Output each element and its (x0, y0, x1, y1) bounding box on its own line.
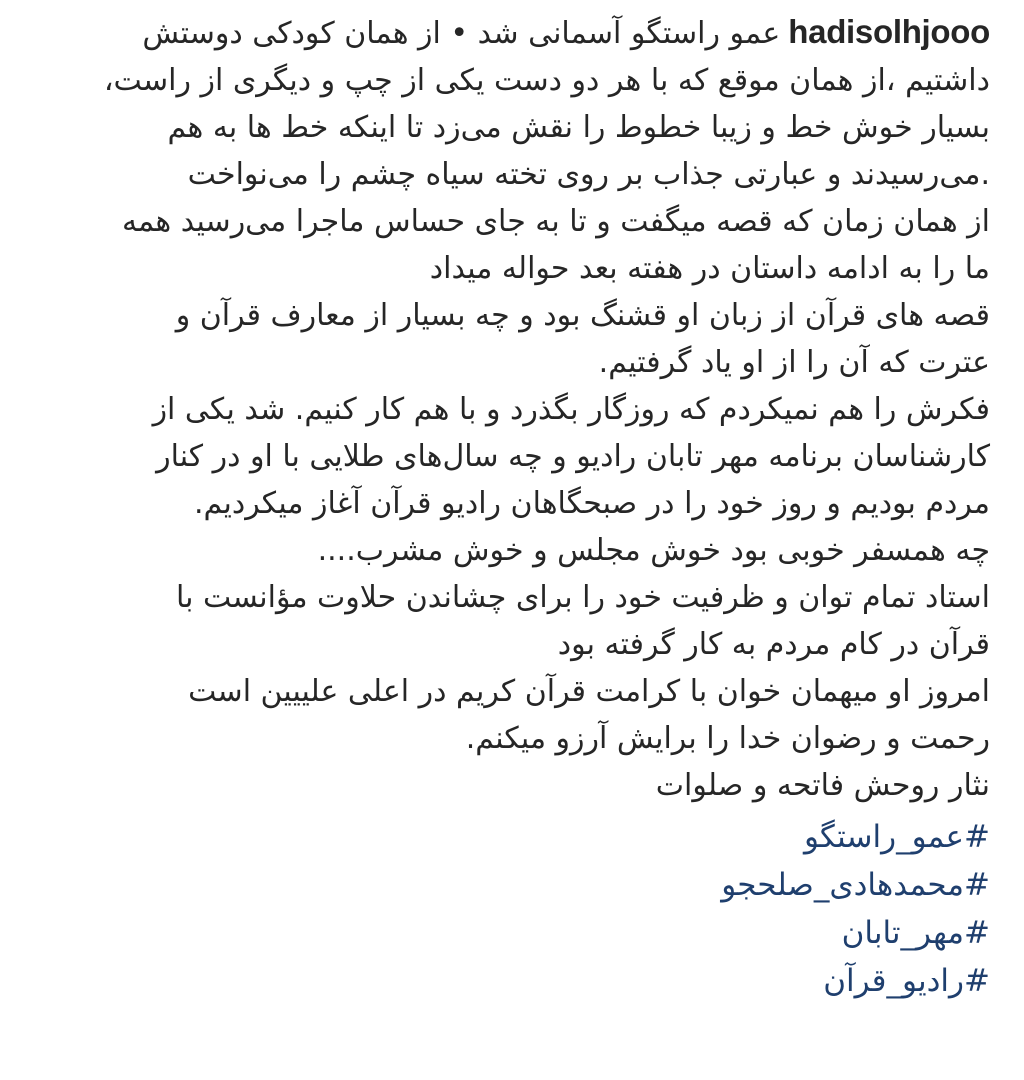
hashtag-link[interactable]: #عمو_راستگو (804, 819, 990, 855)
caption-line: کارشناسان برنامه مهر تابان رادیو و چه سال‌های طلایی با او در کنار (156, 439, 990, 474)
caption-line: عترت که آن را از او یاد گرفتیم. (598, 345, 990, 380)
hashtag-link[interactable]: #محمدهادی_صلحجو (721, 867, 990, 903)
caption-line: .می‌رسیدند و عبارتی جذاب بر روی تخته سیاه چشم را می‌نواخت (187, 157, 990, 192)
caption-line: مردم بودیم و روز خود را در صبحگاهان رادیو قرآن آغاز میکردیم. (194, 486, 990, 521)
caption-line: داشتیم ،از همان موقع که با هر دو دست یکی از چپ و دیگری از راست، (103, 63, 990, 98)
hashtag-link[interactable]: #مهر_تابان (841, 915, 990, 951)
caption-line: چه همسفر خوبی بود خوش مجلس و خوش مشرب.... (317, 533, 990, 568)
post-caption (30, 8, 990, 1005)
caption-line: قرآن در کام مردم به کار گرفته بود (557, 627, 990, 662)
hashtag-link[interactable]: #رادیو_قرآن (823, 963, 990, 999)
caption-line-1 (30, 8, 990, 57)
caption-line: قصه های قرآن از زبان او قشنگ بود و چه بسیار از معارف قرآن و (175, 298, 990, 333)
caption-line: رحمت و رضوان خدا را برایش آرزو میکنم. (465, 721, 990, 756)
caption-line: امروز او میهمان خوان با کرامت قرآن کریم در اعلی علییین است (188, 674, 990, 709)
caption-line: استاد تمام توان و ظرفیت خود را برای چشاندن حلاوت مؤانست با (176, 580, 990, 615)
hashtag-list (30, 813, 990, 1005)
caption-line: نثار روحش فاتحه و صلوات (655, 768, 990, 803)
caption-text: عمو راستگو آسمانی شد • از همان کودکی دوستش (142, 16, 781, 51)
caption-line: بسیار خوش خط و زیبا خطوط را نقش می‌زد تا اینکه خط ها به هم (167, 110, 990, 145)
caption-line: ما را به ادامه داستان در هفته بعد حواله میداد (429, 251, 990, 286)
caption-line: فکرش را هم نمیکردم که روزگار بگذرد و با هم کار کنیم. شد یکی از (152, 392, 990, 427)
username-link[interactable]: hadisolhjooo (788, 13, 990, 50)
caption-line: از همان زمان که قصه میگفت و تا به جای حساس ماجرا می‌رسید همه (121, 204, 990, 239)
